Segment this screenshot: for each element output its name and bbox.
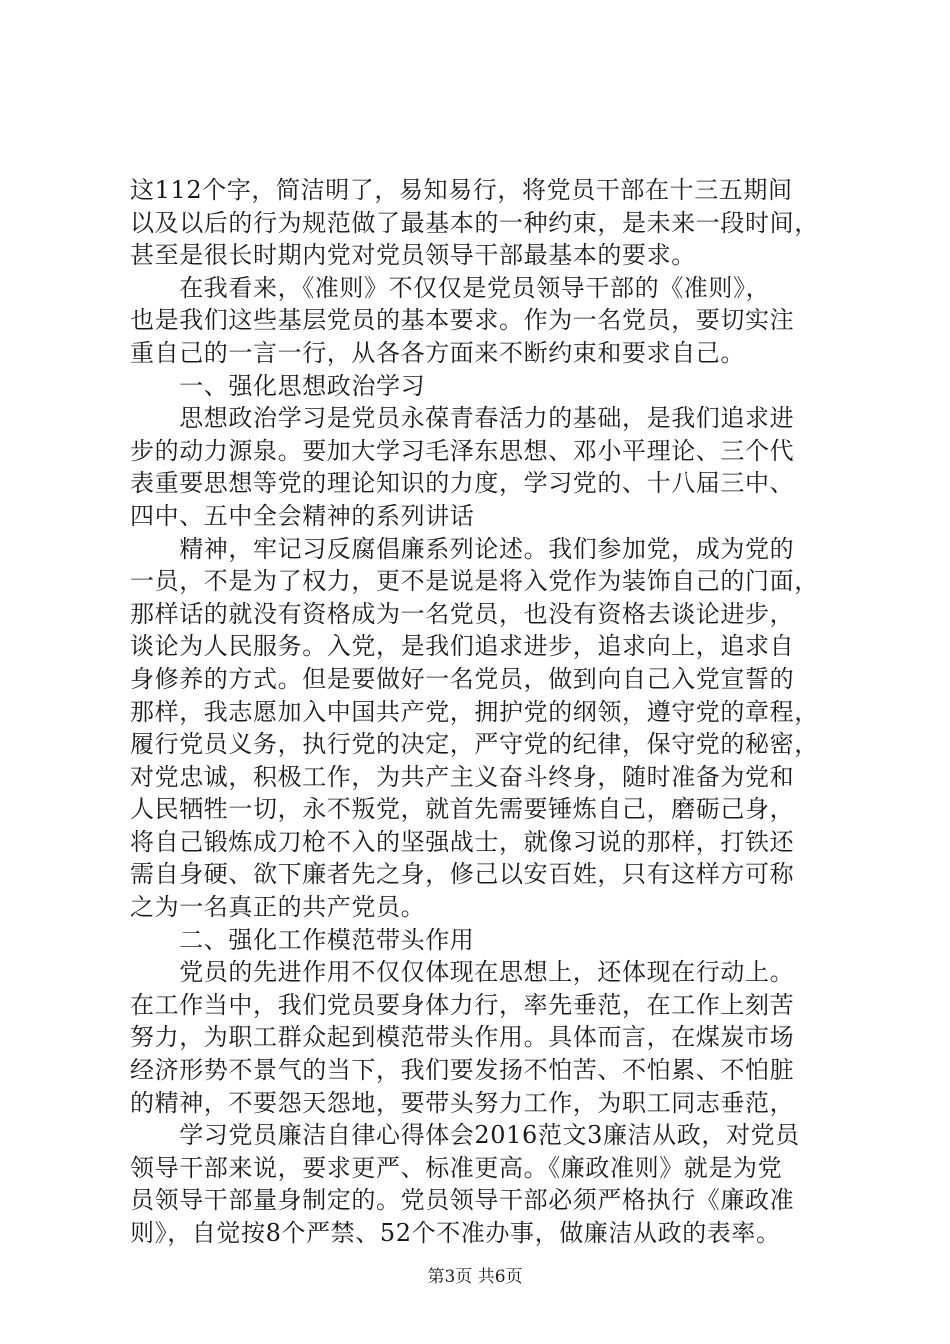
text-line: 身修养的方式。但是要做好一名党员，做到向自己入党宣誓的 <box>130 664 795 693</box>
text-line: 思想政治学习是党员永葆青春活力的基础，是我们追求进 <box>130 404 795 433</box>
text-line: 需自身硬、欲下廉者先之身，修己以安百姓，只有这样方可称 <box>130 860 795 889</box>
text-line: 表重要思想等党的理论知识的力度，学习党的、十八届三中、 <box>130 469 795 498</box>
text-line: 将自己锻炼成刀枪不入的坚强战士，就像习说的那样，打铁还 <box>130 827 795 856</box>
text-line: 这112个字，简洁明了，易知易行，将党员干部在十三五期间 <box>130 176 793 204</box>
text-line: 那样话的就没有资格成为一名党员，也没有资格去谈论进步， <box>130 599 795 628</box>
text-line: 学习党员廉洁自律心得体会2016范文3廉洁从政，对党员 <box>130 1121 800 1150</box>
text-line: 经济形势不景气的当下，我们要发扬不怕苦、不怕累、不怕脏 <box>130 1056 795 1085</box>
text-line: 人民牺牲一切，永不叛党，就首先需要锤炼自己，磨砺己身， <box>130 795 795 824</box>
text-line: 则》，自觉按8个严禁、52个不准办事，做廉洁从政的表率。 <box>130 1219 781 1247</box>
text-line: 也是我们这些基层党员的基本要求。作为一名党员，要切实注 <box>130 306 795 335</box>
text-line: 一员，不是为了权力，更不是说是将入党作为装饰自己的门面， <box>130 567 819 596</box>
text-line: 谈论为人民服务。入党，是我们追求进步，追求向上，追求自 <box>130 632 795 661</box>
text-line: 员领导干部量身制定的。党员领导干部必须严格执行《廉政准 <box>130 1186 795 1215</box>
text-line: 在我看来，《准则》不仅仅是党员领导干部的《准则》， <box>130 273 771 302</box>
text-line: 党员的先进作用不仅仅体现在思想上，还体现在行动上。 <box>130 958 795 987</box>
text-line: 之为一名真正的共产党员。 <box>130 893 426 922</box>
text-line: 以及以后的行为规范做了最基本的一种约束，是未来一段时间， <box>130 208 819 237</box>
text-line: 四中、五中全会精神的系列讲话 <box>130 501 475 530</box>
text-line: 努力，为职工群众起到模范带头作用。具体而言，在煤炭市场 <box>130 1023 795 1052</box>
page-footer: 第3页 共6页 <box>427 1267 523 1287</box>
text-line: 精神，牢记习反腐倡廉系列论述。我们参加党，成为党的 <box>130 534 795 563</box>
text-line: 一、强化思想政治学习 <box>130 371 426 400</box>
text-line: 重自己的一言一行，从各各方面来不断约束和要求自己。 <box>130 338 745 367</box>
text-line: 在工作当中，我们党员要身体力行，率先垂范，在工作上刻苦 <box>130 990 795 1019</box>
text-line: 那样，我志愿加入中国共产党，拥护党的纲领，遵守党的章程， <box>130 697 819 726</box>
text-line: 领导干部来说，要求更严、标准更高。《廉政准则》就是为党 <box>130 1153 783 1182</box>
text-line: 的精神，不要怨天怨地，要带头努力工作，为职工同志垂范， <box>130 1088 795 1117</box>
text-line: 步的动力源泉。要加大学习毛泽东思想、邓小平理论、三个代 <box>130 436 795 465</box>
text-line: 对党忠诚，积极工作，为共产主义奋斗终身，随时准备为党和 <box>130 762 795 791</box>
text-line: 履行党员义务，执行党的决定，严守党的纪律，保守党的秘密， <box>130 730 819 759</box>
text-line: 甚至是很长时期内党对党员领导干部最基本的要求。 <box>130 241 696 270</box>
document-body <box>130 174 830 1250</box>
text-line: 二、强化工作模范带头作用 <box>130 925 475 954</box>
